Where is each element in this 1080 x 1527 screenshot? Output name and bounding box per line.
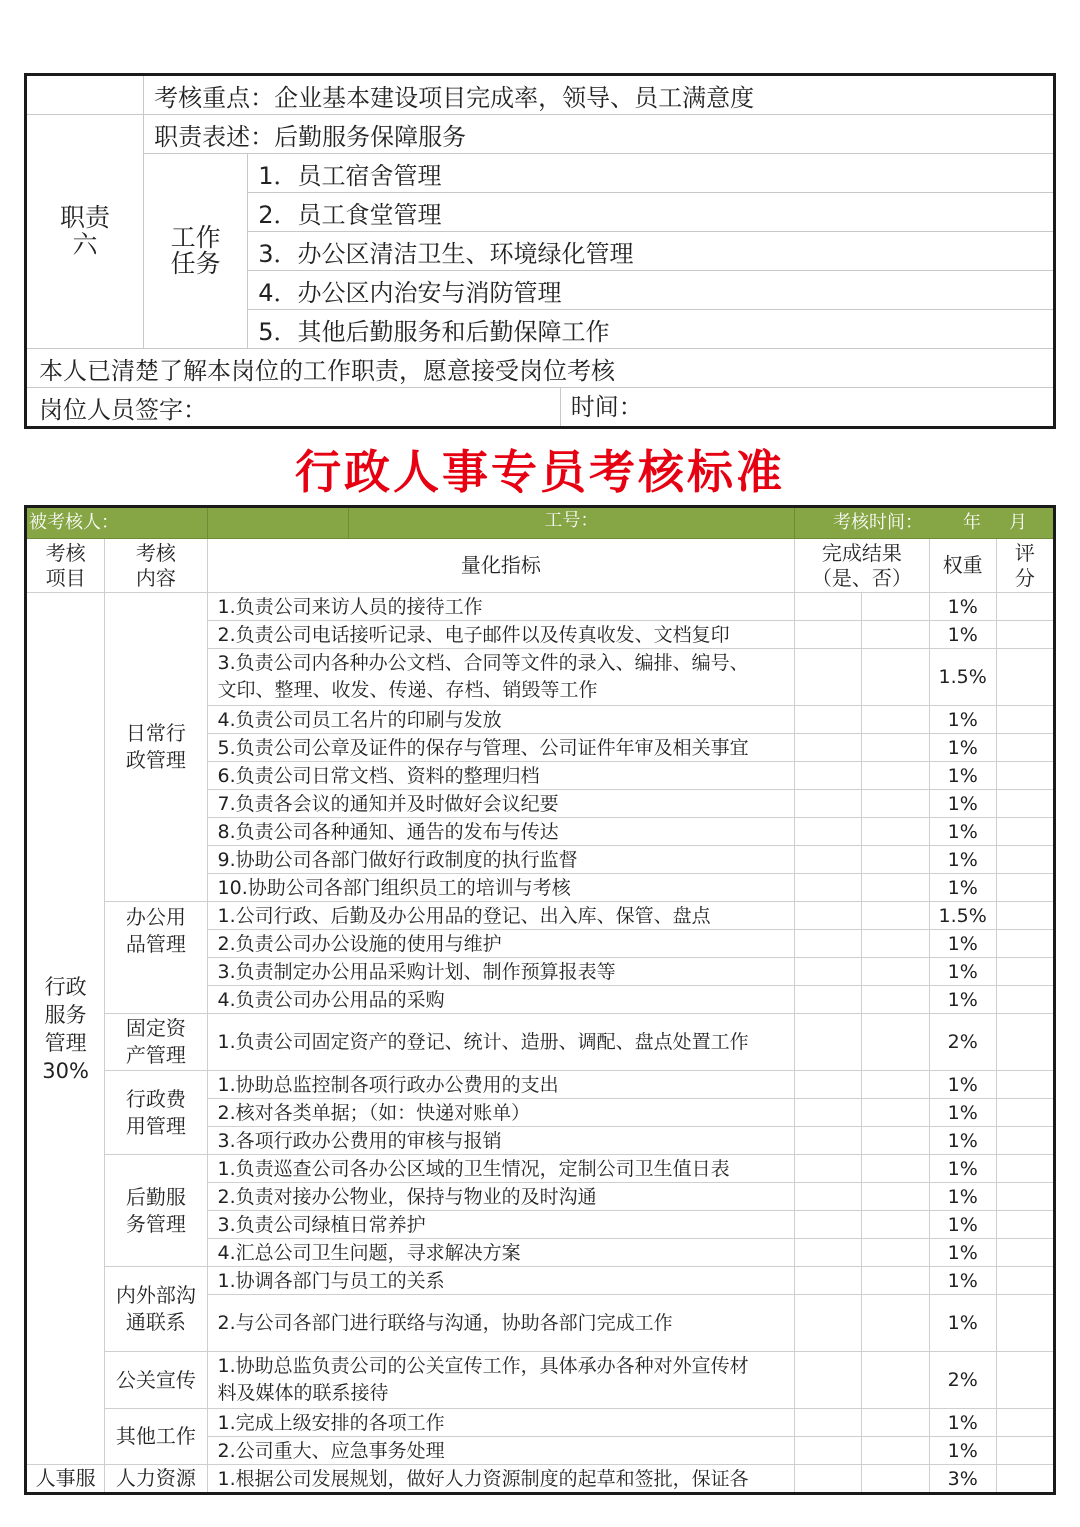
indicator-text: 1.负责巡查公司各办公区域的卫生情况，定制公司卫生值日表 bbox=[207, 1155, 795, 1183]
result-yes[interactable] bbox=[795, 1295, 862, 1352]
weight-value: 1% bbox=[929, 818, 996, 846]
result-yes[interactable] bbox=[795, 762, 862, 790]
result-no[interactable] bbox=[862, 1295, 929, 1352]
result-yes[interactable] bbox=[795, 1437, 862, 1465]
result-no[interactable] bbox=[862, 874, 929, 902]
indicator-text: 4.汇总公司卫生问题，寻求解决方案 bbox=[207, 1239, 795, 1267]
group-hr: 人力资源 bbox=[105, 1465, 207, 1494]
result-no[interactable] bbox=[862, 1127, 929, 1155]
result-no[interactable] bbox=[862, 958, 929, 986]
result-no[interactable] bbox=[862, 1267, 929, 1295]
score-cell[interactable] bbox=[996, 1437, 1054, 1465]
item-admin-service: 行政 服务 管理 30% bbox=[26, 593, 105, 1465]
indicator-text: 9.协助公司各部门做好行政制度的执行监督 bbox=[207, 846, 795, 874]
result-yes[interactable] bbox=[795, 846, 862, 874]
duty-label-line2: 六 bbox=[72, 229, 98, 259]
group-office-supplies: 办公用 品管理 bbox=[105, 902, 207, 1014]
result-no[interactable] bbox=[862, 1014, 929, 1071]
result-no[interactable] bbox=[862, 1409, 929, 1437]
result-yes[interactable] bbox=[795, 734, 862, 762]
score-cell[interactable] bbox=[996, 1239, 1054, 1267]
column-header-row bbox=[26, 539, 1055, 593]
indicator-text: 1.协助总监负责公司的公关宣传工作，具体承办各种对外宣传材 料及媒体的联系接待 bbox=[207, 1352, 795, 1409]
score-cell[interactable] bbox=[996, 790, 1054, 818]
result-no[interactable] bbox=[862, 621, 929, 649]
result-yes[interactable] bbox=[795, 1267, 862, 1295]
result-yes[interactable] bbox=[795, 1127, 862, 1155]
indicator-text: 5.负责公司公章及证件的保存与管理、公司证件年审及相关事宜 bbox=[207, 734, 795, 762]
weight-value: 1% bbox=[929, 1239, 996, 1267]
employee-no-field[interactable]: 工号： bbox=[544, 510, 599, 531]
indicator-text: 2.负责公司电话接听记录、电子邮件以及传真收发、文档复印 bbox=[207, 621, 795, 649]
indicator-text: 1.公司行政、后勤及办公用品的登记、出入库、保管、盘点 bbox=[207, 902, 795, 930]
col-indicator: 量化指标 bbox=[207, 539, 795, 593]
score-cell[interactable] bbox=[996, 930, 1054, 958]
weight-value: 3% bbox=[929, 1465, 996, 1494]
group-pr: 公关宣传 bbox=[105, 1352, 207, 1409]
weight-value: 1% bbox=[929, 762, 996, 790]
weight-value: 1% bbox=[929, 1183, 996, 1211]
indicator-text: 1.负责公司来访人员的接待工作 bbox=[207, 593, 795, 621]
result-no[interactable] bbox=[862, 846, 929, 874]
weight-value: 2% bbox=[929, 1352, 996, 1409]
group-communication: 内外部沟 通联系 bbox=[105, 1267, 207, 1352]
duty-label-line1: 职责 bbox=[60, 203, 111, 233]
score-cell[interactable] bbox=[996, 621, 1054, 649]
col-score: 评 分 bbox=[996, 539, 1054, 593]
indicator-text: 3.负责公司绿植日常养护 bbox=[207, 1211, 795, 1239]
score-cell[interactable] bbox=[996, 1155, 1054, 1183]
score-cell[interactable] bbox=[996, 902, 1054, 930]
score-cell[interactable] bbox=[996, 1295, 1054, 1352]
assess-time-wrap bbox=[795, 507, 1055, 539]
score-cell[interactable] bbox=[996, 1099, 1054, 1127]
result-yes[interactable] bbox=[795, 930, 862, 958]
result-yes[interactable] bbox=[795, 902, 862, 930]
task-item: 1．员工宿舍管理 bbox=[248, 154, 1055, 193]
tasks-label bbox=[144, 154, 248, 349]
score-cell[interactable] bbox=[996, 1267, 1054, 1295]
result-no[interactable] bbox=[862, 986, 929, 1014]
result-no[interactable] bbox=[862, 1437, 929, 1465]
result-no[interactable] bbox=[862, 649, 929, 706]
result-yes[interactable] bbox=[795, 1183, 862, 1211]
score-cell[interactable] bbox=[996, 958, 1054, 986]
group-admin-expenses: 行政费 用管理 bbox=[105, 1071, 207, 1155]
time-field-wrap bbox=[248, 388, 1055, 428]
weight-value: 1% bbox=[929, 734, 996, 762]
result-yes[interactable] bbox=[795, 1239, 862, 1267]
indicator-text: 6.负责公司日常文档、资料的整理归档 bbox=[207, 762, 795, 790]
signature-blank[interactable] bbox=[248, 388, 561, 426]
empty-cell bbox=[26, 75, 144, 115]
weight-value: 2% bbox=[929, 1014, 996, 1071]
result-no[interactable] bbox=[862, 1071, 929, 1099]
result-yes[interactable] bbox=[795, 706, 862, 734]
task-item: 2．员工食堂管理 bbox=[248, 193, 1055, 232]
result-no[interactable] bbox=[862, 762, 929, 790]
result-yes[interactable] bbox=[795, 593, 862, 621]
weight-value: 1% bbox=[929, 1127, 996, 1155]
page-title: 行政人事专员考核标准 bbox=[295, 445, 785, 499]
score-cell[interactable] bbox=[996, 649, 1054, 706]
weight-value: 1.5% bbox=[929, 902, 996, 930]
result-yes[interactable] bbox=[795, 1014, 862, 1071]
indicator-text: 1.根据公司发展规划，做好人力资源制度的起草和签批，保证各 bbox=[207, 1465, 795, 1494]
col-weight: 权重 bbox=[929, 539, 996, 593]
duty-label bbox=[26, 115, 144, 349]
indicator-text: 7.负责各会议的通知并及时做好会议纪要 bbox=[207, 790, 795, 818]
result-no[interactable] bbox=[862, 818, 929, 846]
group-fixed-assets: 固定资 产管理 bbox=[105, 1014, 207, 1071]
score-cell[interactable] bbox=[996, 1071, 1054, 1099]
item-hr-service: 人事服 bbox=[26, 1465, 105, 1494]
result-yes[interactable] bbox=[795, 1155, 862, 1183]
score-cell[interactable] bbox=[996, 734, 1054, 762]
header-bar bbox=[26, 507, 1055, 539]
result-no[interactable] bbox=[862, 1099, 929, 1127]
result-yes[interactable] bbox=[795, 874, 862, 902]
result-yes[interactable] bbox=[795, 1465, 862, 1494]
indicator-text: 1.完成上级安排的各项工作 bbox=[207, 1409, 795, 1437]
weight-value: 1% bbox=[929, 1437, 996, 1465]
weight-value: 1% bbox=[929, 958, 996, 986]
indicator-text: 2.负责对接办公物业，保持与物业的及时沟通 bbox=[207, 1183, 795, 1211]
score-cell[interactable] bbox=[996, 1352, 1054, 1409]
table-row bbox=[26, 1014, 1055, 1071]
indicator-text: 2.负责公司办公设施的使用与维护 bbox=[207, 930, 795, 958]
score-cell[interactable] bbox=[996, 1211, 1054, 1239]
score-cell[interactable] bbox=[996, 762, 1054, 790]
duty-description: 职责表述：后勤服务保障服务 bbox=[144, 115, 1055, 154]
score-cell[interactable] bbox=[996, 1127, 1054, 1155]
table-row bbox=[26, 902, 1055, 930]
group-other-work: 其他工作 bbox=[105, 1409, 207, 1465]
score-cell[interactable] bbox=[996, 1183, 1054, 1211]
result-no[interactable] bbox=[862, 593, 929, 621]
assess-time-label[interactable]: 考核时间： bbox=[833, 512, 923, 533]
result-no[interactable] bbox=[862, 1352, 929, 1409]
score-cell[interactable] bbox=[996, 706, 1054, 734]
group-logistics: 后勤服 务管理 bbox=[105, 1155, 207, 1267]
score-cell[interactable] bbox=[996, 874, 1054, 902]
indicator-text: 10.协助公司各部门组织员工的培训与考核 bbox=[207, 874, 795, 902]
indicator-text: 3.负责制定办公用品采购计划、制作预算报表等 bbox=[207, 958, 795, 986]
group-daily-admin: 日常行 政管理 bbox=[105, 593, 207, 902]
result-yes[interactable] bbox=[795, 621, 862, 649]
score-cell[interactable] bbox=[996, 1465, 1054, 1494]
result-yes[interactable] bbox=[795, 649, 862, 706]
indicator-text: 4.负责公司办公用品的采购 bbox=[207, 986, 795, 1014]
result-no[interactable] bbox=[862, 706, 929, 734]
indicator-text: 2.核对各类单据；（如：快递对账单） bbox=[207, 1099, 795, 1127]
weight-value: 1% bbox=[929, 706, 996, 734]
indicator-text: 2.与公司各部门进行联络与沟通，协助各部门完成工作 bbox=[207, 1295, 795, 1352]
col-content: 考核 内容 bbox=[105, 539, 207, 593]
time-field[interactable]: 时间： bbox=[570, 393, 643, 421]
score-cell[interactable] bbox=[996, 593, 1054, 621]
indicator-text: 4.负责公司员工名片的印刷与发放 bbox=[207, 706, 795, 734]
result-yes[interactable] bbox=[795, 986, 862, 1014]
indicator-text: 2.公司重大、应急事务处理 bbox=[207, 1437, 795, 1465]
result-no[interactable] bbox=[862, 790, 929, 818]
result-yes[interactable] bbox=[795, 1211, 862, 1239]
result-yes[interactable] bbox=[795, 818, 862, 846]
assessment-table bbox=[24, 505, 1056, 1495]
task-item: 4．办公区内治安与消防管理 bbox=[248, 271, 1055, 310]
result-no[interactable] bbox=[862, 734, 929, 762]
table-row bbox=[26, 1352, 1055, 1409]
table-row bbox=[26, 593, 1055, 621]
result-yes[interactable] bbox=[795, 1071, 862, 1099]
score-cell[interactable] bbox=[996, 986, 1054, 1014]
weight-value: 1% bbox=[929, 790, 996, 818]
table-row bbox=[26, 1071, 1055, 1099]
score-cell[interactable] bbox=[996, 818, 1054, 846]
table-row bbox=[26, 1155, 1055, 1183]
weight-value: 1% bbox=[929, 1267, 996, 1295]
tasks-label-line1: 工作 bbox=[170, 222, 221, 252]
result-no[interactable] bbox=[862, 1183, 929, 1211]
col-item: 考核 项目 bbox=[26, 539, 105, 593]
signature-field[interactable]: 岗位人员签字： bbox=[26, 388, 248, 428]
tasks-label-line2: 任务 bbox=[170, 249, 221, 278]
result-yes[interactable] bbox=[795, 1409, 862, 1437]
duty-table bbox=[24, 73, 1056, 429]
score-cell[interactable] bbox=[996, 846, 1054, 874]
weight-value: 1% bbox=[929, 1295, 996, 1352]
weight-value: 1% bbox=[929, 1099, 996, 1127]
result-yes[interactable] bbox=[795, 790, 862, 818]
result-no[interactable] bbox=[862, 930, 929, 958]
result-yes[interactable] bbox=[795, 958, 862, 986]
table-row bbox=[26, 1409, 1055, 1437]
result-no[interactable] bbox=[862, 1239, 929, 1267]
table-row bbox=[26, 1465, 1055, 1494]
weight-value: 1% bbox=[929, 1211, 996, 1239]
result-no[interactable] bbox=[862, 902, 929, 930]
task-item: 3．办公区清洁卫生、环境绿化管理 bbox=[248, 232, 1055, 271]
score-cell[interactable] bbox=[996, 1014, 1054, 1071]
result-yes[interactable] bbox=[795, 1099, 862, 1127]
acknowledgement-statement: 本人已清楚了解本岗位的工作职责，愿意接受岗位考核 bbox=[26, 349, 1055, 388]
score-cell[interactable] bbox=[996, 1409, 1054, 1437]
result-no[interactable] bbox=[862, 1465, 929, 1494]
weight-value: 1% bbox=[929, 846, 996, 874]
col-result: 完成结果 （是、否） bbox=[795, 539, 929, 593]
task-item: 5．其他后勤服务和后勤保障工作 bbox=[248, 310, 1055, 349]
employee-no-wrap bbox=[207, 507, 795, 539]
indicator-text: 3.各项行政办公费用的审核与报销 bbox=[207, 1127, 795, 1155]
weight-value: 1.5% bbox=[929, 649, 996, 706]
assessee-field[interactable]: 被考核人： bbox=[26, 507, 208, 539]
focus-label: 考核重点：企业基本建设项目完成率，领导、员工满意度 bbox=[144, 75, 1055, 115]
weight-value: 1% bbox=[929, 1155, 996, 1183]
result-no[interactable] bbox=[862, 1211, 929, 1239]
weight-value: 1% bbox=[929, 1071, 996, 1099]
weight-value: 1% bbox=[929, 593, 996, 621]
indicator-text: 1.协助总监控制各项行政办公费用的支出 bbox=[207, 1071, 795, 1099]
indicator-text: 1.协调各部门与员工的关系 bbox=[207, 1267, 795, 1295]
year-label: 年 bbox=[963, 512, 981, 533]
month-label: 月 bbox=[1009, 512, 1027, 533]
weight-value: 1% bbox=[929, 986, 996, 1014]
weight-value: 1% bbox=[929, 930, 996, 958]
weight-value: 1% bbox=[929, 874, 996, 902]
result-no[interactable] bbox=[862, 1155, 929, 1183]
result-yes[interactable] bbox=[795, 1352, 862, 1409]
indicator-text: 1.负责公司固定资产的登记、统计、造册、调配、盘点处置工作 bbox=[207, 1014, 795, 1071]
weight-value: 1% bbox=[929, 1409, 996, 1437]
table-row bbox=[26, 1267, 1055, 1295]
indicator-text: 8.负责公司各种通知、通告的发布与传达 bbox=[207, 818, 795, 846]
weight-value: 1% bbox=[929, 621, 996, 649]
indicator-text: 3.负责公司内各种办公文档、合同等文件的录入、编排、编号、 文印、整理、收发、传递、存档、销毁等工作 bbox=[207, 649, 795, 706]
